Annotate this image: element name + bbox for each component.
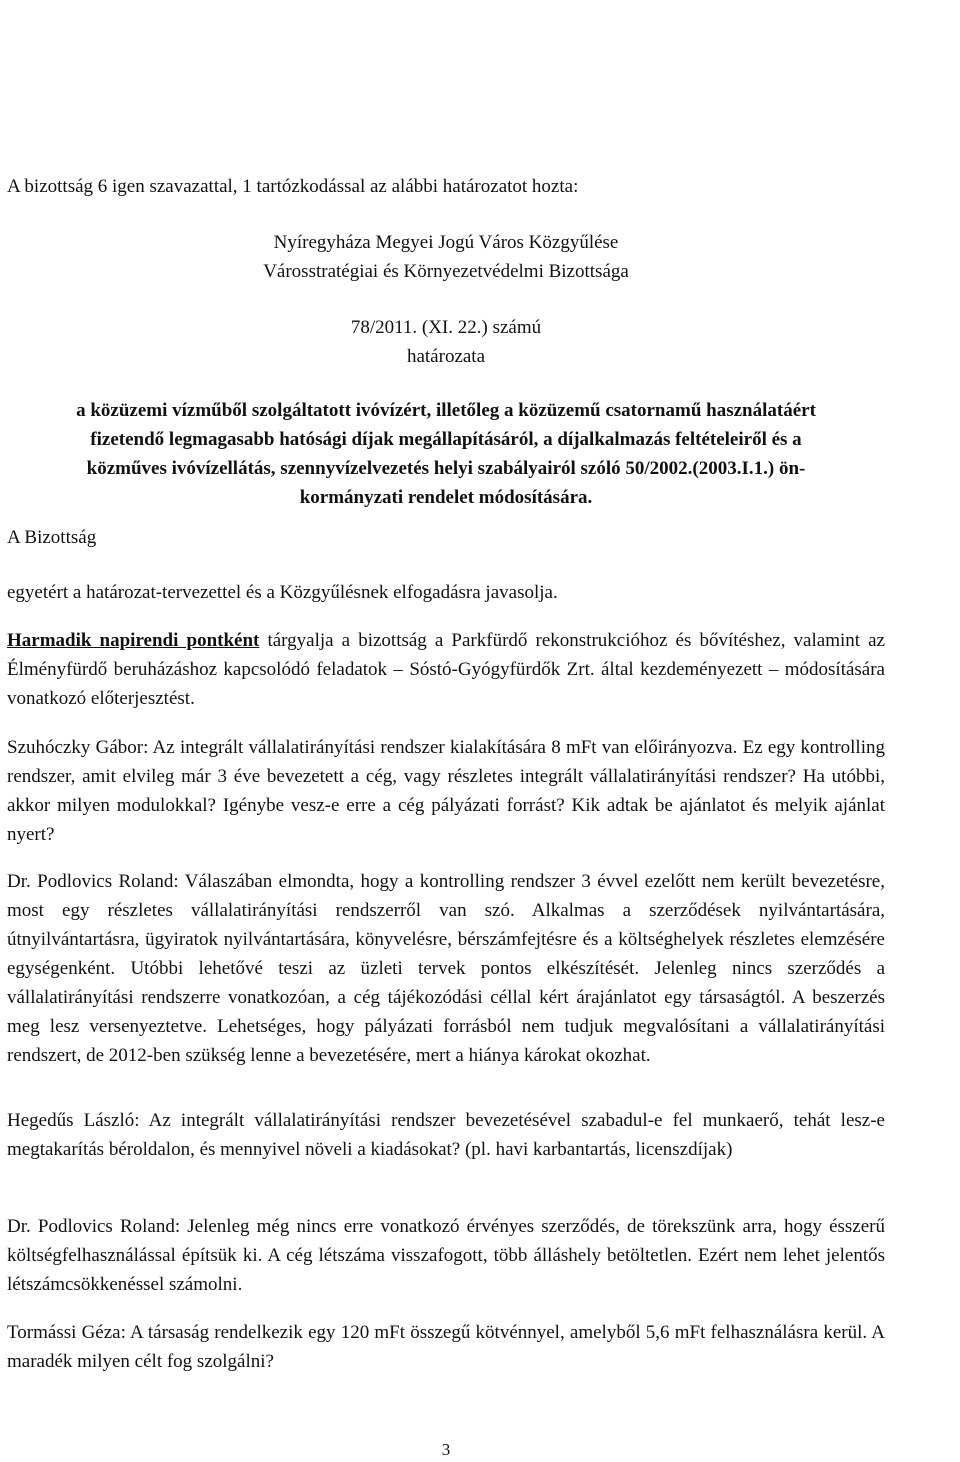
subject-line-1: a közüzemi vízműből szolgáltatott ivóvízért, illetőleg a közüzemű csatornamű használatáért <box>76 400 816 421</box>
resolution-heading <box>0 313 892 371</box>
committee-label: A Bizottság <box>7 527 97 548</box>
paragraph-podlovics-1: Dr. Podlovics Roland: Válaszában elmondta, hogy a kontrolling rendszer 3 évvel ezelőtt nem került bevezetésre, most egy részletes vállalatirányítási rendszerről van szó. Alkalmas a szerződések nyilvántartására, útnyilvántartásra, ügyiratok nyilvántartására, könyvelésre, bérszámfejtésre és a költséghelyek részletes elemzésére egységenként. Utóbbi lehetővé teszi az üzleti tervek pontos elkészítését. Jelenleg nincs szerződés a vállalatirányítási rendszerre vonatkozóan, a cég tájékozódási céllal kért árajánlatot egy társaságtól. A beszerzés meg lesz versenyeztetve. Lehetséges, hogy pályázati forrásból nem tudjuk megvalósítani a vállalatirányítási rendszert, de 2012-ben szükség lenne a bevezetésére, mert a hiánya károkat okozhat. <box>7 871 885 1066</box>
subject-line-2: fizetendő legmagasabb hatósági díjak megállapításáról, a díjalkalmazás feltételeiről és a <box>90 429 802 450</box>
agenda-paragraph <box>7 626 885 713</box>
resolution-number: 78/2011. (XI. 22.) számú <box>350 317 542 338</box>
agenda-lead: Harmadik napirendi pontként <box>7 630 260 651</box>
page-number: 3 <box>441 1440 451 1459</box>
subject-line-4: kormányzati rendelet módosítására. <box>299 487 593 508</box>
issuer-line-2: Városstratégiai és Környezetvédelmi Bizottsága <box>263 261 629 282</box>
resolution-label: határozata <box>406 346 486 367</box>
paragraph-hegedus: Hegedűs László: Az integrált vállalatirányítási rendszer bevezetésével szabadul-e fel munkaerő, tehát lesz-e megtakarítás béroldalon, és mennyivel növeli a kiadásokat? (pl. havi karbantartás, licenszdíjak) <box>7 1110 885 1160</box>
paragraph-szuhoczky: Szuhóczky Gábor: Az integrált vállalatirányítási rendszer kialakítására 8 mFt van előirányozva. Ez egy kontrolling rendszer, amit elvileg már 3 éve bevezetett a cég, vagy részletes integrált vállalatirányítási rendszer? Ha utóbbi, akkor milyen modulokkal? Igénybe vesz-e erre a cég pályázati forrást? Kik adtak be ajánlatot és melyik ajánlat nyert? <box>7 737 885 845</box>
resolution-subject <box>0 396 892 512</box>
paragraph-podlovics-2: Dr. Podlovics Roland: Jelenleg még nincs erre vonatkozó érvényes szerződés, de törekszünk arra, hogy ésszerű költségfelhasználással építsük ki. A cég létszáma visszafogott, több álláshely betöltetlen. Ezért nem lehet jelentős létszámcsökkenéssel számolni. <box>7 1216 885 1295</box>
intro-text: A bizottság 6 igen szavazattal, 1 tartózkodással az alábbi határozatot hozta: <box>7 176 579 197</box>
issuer-heading <box>0 228 892 286</box>
issuer-line-1: Nyíregyháza Megyei Jogú Város Közgyűlése <box>273 232 619 253</box>
agenda-text: tárgyalja a bizottság a Parkfürdő rekonstrukcióhoz és bővítéshez, valamint az Élményfürdő beruházáshoz kapcsolódó feladatok – Sóstó-Gyógyfürdők Zrt. által kezdeményezett – módosítására vonatkozó előterjesztést. <box>7 630 885 709</box>
paragraph-tormassi: Tormássi Géza: A társaság rendelkezik egy 120 mFt összegű kötvénnyel, amelyből 5,6 mFt felhasználásra kerül. A maradék milyen célt fog szolgálni? <box>7 1322 885 1372</box>
subject-line-3: közműves ivóvízellátás, szennyvízelvezetés helyi szabályairól szóló 50/2002.(2003.I.1.) ön- <box>86 458 806 479</box>
committee-decision: egyetért a határozat-tervezettel és a Közgyűlésnek elfogadásra javasolja. <box>7 582 558 603</box>
